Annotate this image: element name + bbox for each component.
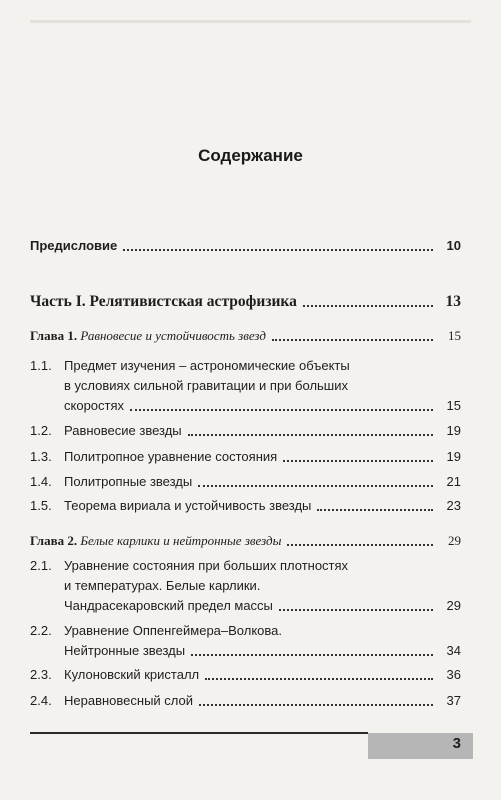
- toc-number: 2.1.: [30, 558, 52, 573]
- toc-number: 2.2.: [30, 623, 52, 638]
- chapter-prefix: Глава 2.: [30, 533, 78, 548]
- toc-page-number: 23: [446, 498, 461, 513]
- toc-entry-part-1[interactable]: [30, 292, 461, 312]
- toc-entry-chapter-2[interactable]: [30, 531, 461, 551]
- toc-label: Равновесие звезды: [64, 423, 182, 438]
- toc-label: Нейтронные звезды: [64, 643, 186, 658]
- toc-entry-2-4[interactable]: [30, 691, 461, 711]
- page-number: 3: [452, 735, 461, 752]
- toc-entry-2-2-end[interactable]: [64, 641, 461, 661]
- toc-page-number: 37: [446, 693, 461, 708]
- toc-entry-chapter-1[interactable]: [30, 326, 461, 346]
- toc-entry-1-1[interactable]: [30, 356, 470, 396]
- toc-label: Чандрасекаровский предел массы: [64, 598, 273, 613]
- chapter-title: Белые карлики и нейтронные звезды: [80, 533, 282, 548]
- toc-page-number: 15: [446, 398, 461, 413]
- toc-label-line: и температурах. Белые карлики.: [64, 578, 261, 593]
- dot-leader: [198, 485, 433, 487]
- page-title: Содержание: [198, 146, 303, 165]
- toc-entry-1-5[interactable]: [30, 496, 461, 516]
- toc-label: Кулоновский кристалл: [64, 667, 200, 682]
- toc-label: Политропные звезды: [64, 474, 193, 489]
- toc-page-number: 13: [445, 293, 461, 310]
- dot-leader: [272, 339, 433, 341]
- toc-number: 2.4.: [30, 693, 52, 708]
- toc-page-number: 10: [446, 238, 461, 253]
- toc-page-number: 29: [448, 533, 461, 548]
- dot-leader: [283, 460, 433, 462]
- toc-entry-1-4[interactable]: [30, 472, 461, 492]
- toc-entry-1-2[interactable]: [30, 421, 461, 441]
- chapter-heading: [30, 531, 281, 551]
- toc-label-line: Уравнение состояния при больших плотностях: [64, 558, 349, 573]
- toc-label: Теорема вириала и устойчивость звезды: [64, 498, 312, 513]
- dot-leader: [303, 305, 433, 307]
- toc-entry-2-2[interactable]: [30, 621, 470, 641]
- toc-label: Часть I. Релятивистская астрофизика: [30, 293, 297, 310]
- toc-label: скоростях: [64, 398, 125, 413]
- toc-number: 2.3.: [30, 667, 52, 682]
- toc-entry-1-1-end[interactable]: [64, 396, 461, 416]
- dot-leader: [287, 544, 433, 546]
- toc-label: Предисловие: [30, 238, 118, 253]
- toc-number: 1.2.: [30, 423, 52, 438]
- toc-page-number: 36: [446, 667, 461, 682]
- toc-number: 1.4.: [30, 474, 52, 489]
- chapter-prefix: Глава 1.: [30, 328, 78, 343]
- footer-rule: [30, 732, 368, 734]
- dot-leader: [191, 654, 433, 656]
- dot-leader: [279, 609, 433, 611]
- toc-label: Политропное уравнение состояния: [64, 449, 278, 464]
- toc-page-number: 34: [446, 643, 461, 658]
- dot-leader: [205, 678, 433, 680]
- dot-leader: [317, 509, 433, 511]
- toc-page-number: 15: [448, 328, 461, 343]
- toc-entry-2-1-end[interactable]: [64, 596, 461, 616]
- dot-leader: [199, 704, 433, 706]
- toc-label-line: в условиях сильной гравитации и при больших: [64, 378, 349, 393]
- dot-leader: [130, 409, 433, 411]
- toc-number: 1.3.: [30, 449, 52, 464]
- chapter-heading: [30, 326, 266, 346]
- toc-entry-preface[interactable]: [30, 236, 461, 256]
- toc-entry-1-3[interactable]: [30, 447, 461, 467]
- toc-page-number: 29: [446, 598, 461, 613]
- toc-page-number: 19: [446, 423, 461, 438]
- toc-entry-2-3[interactable]: [30, 665, 461, 685]
- show-through-artifact: [30, 20, 471, 23]
- toc-number: 1.1.: [30, 358, 52, 373]
- toc-page-number: 21: [446, 474, 461, 489]
- toc-label: Неравновесный слой: [64, 693, 194, 708]
- dot-leader: [123, 249, 433, 251]
- toc-label-line: Предмет изучения – астрономические объекты: [64, 358, 350, 373]
- chapter-title: Равновесие и устойчивость звезд: [80, 328, 266, 343]
- toc-number: 1.5.: [30, 498, 52, 513]
- toc-label-line: Уравнение Оппенгеймера–Волкова.: [64, 623, 283, 638]
- dot-leader: [188, 434, 433, 436]
- toc-page-number: 19: [446, 449, 461, 464]
- toc-entry-2-1[interactable]: [30, 556, 470, 596]
